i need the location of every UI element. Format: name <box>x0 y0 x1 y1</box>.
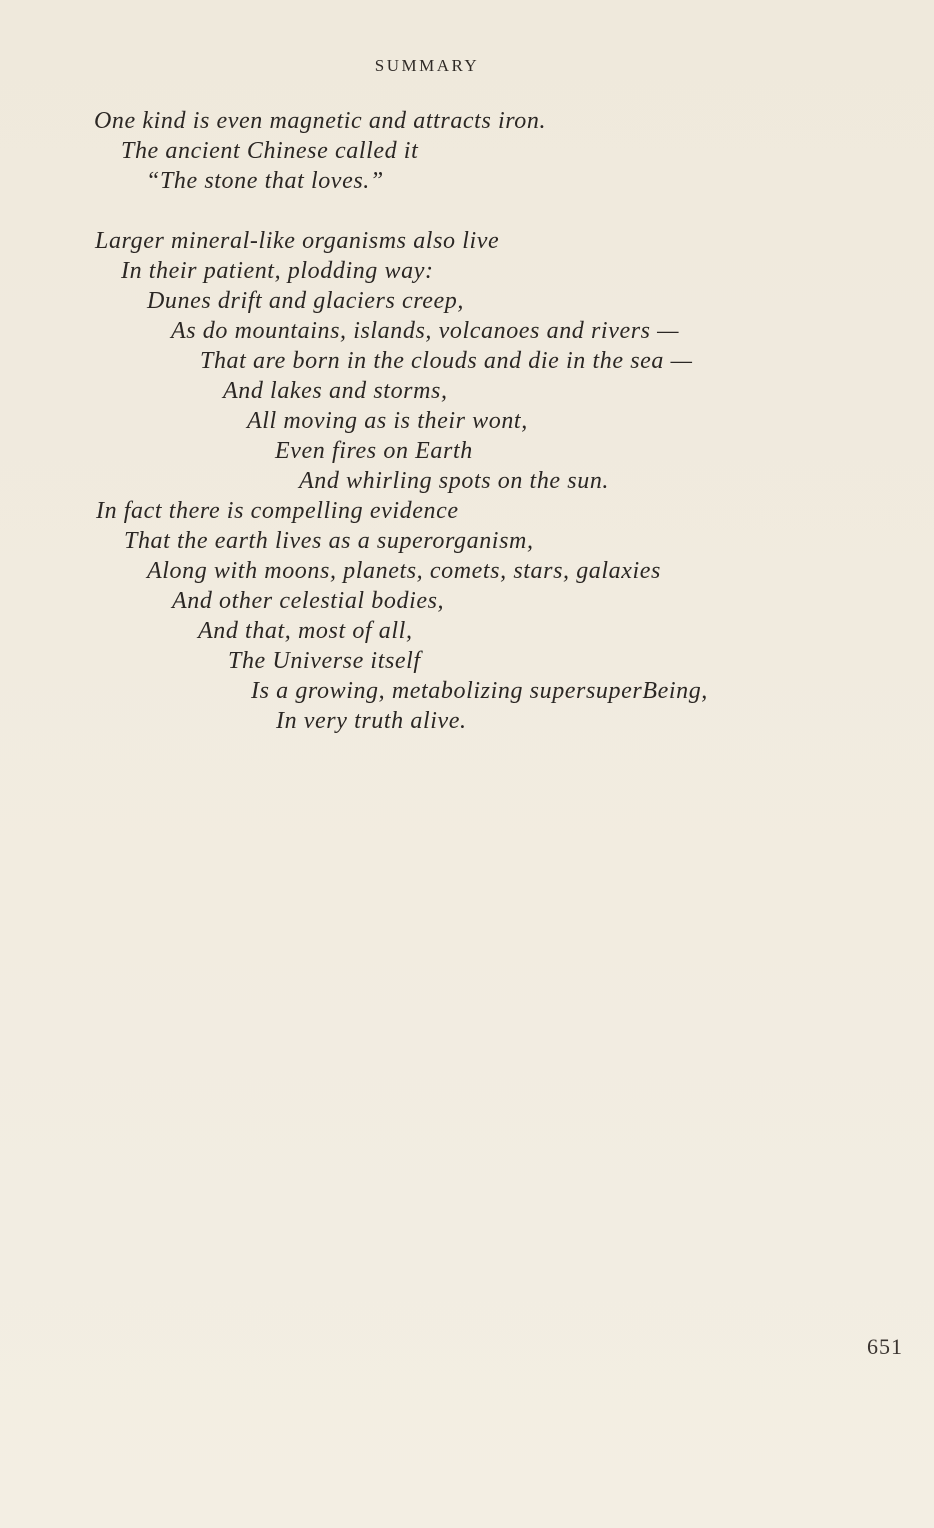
poem-line: Dunes drift and glaciers creep, <box>147 288 464 314</box>
poem-line: Even fires on Earth <box>275 438 473 464</box>
poem-line: Larger mineral-like organisms also live <box>95 228 500 254</box>
poem-line: And other celestial bodies, <box>172 588 445 614</box>
running-head: SUMMARY <box>374 56 480 75</box>
poem-line: And lakes and storms, <box>223 378 448 404</box>
poem-line: And whirling spots on the sun. <box>299 468 610 494</box>
poem-line: Is a growing, metabolizing supersuperBeing, <box>251 678 708 704</box>
poem-line: As do mountains, islands, volcanoes and rivers — <box>171 318 680 344</box>
poem-line: The Universe itself <box>228 648 421 674</box>
poem-line: “The stone that loves.” <box>146 168 384 194</box>
poem-line: In their patient, plodding way: <box>121 258 434 284</box>
poem-line: All moving as is their wont, <box>247 408 528 434</box>
poem-line: One kind is even magnetic and attracts iron. <box>94 108 547 134</box>
poem-line: And that, most of all, <box>198 618 413 644</box>
poem-line: In fact there is compelling evidence <box>96 498 459 524</box>
poem-line: Along with moons, planets, comets, stars, galaxies <box>147 558 661 584</box>
page-number: 651 <box>867 1334 903 1359</box>
poem-line: That the earth lives as a superorganism, <box>124 528 534 554</box>
poem-line: The ancient Chinese called it <box>121 138 419 164</box>
poem-line: That are born in the clouds and die in the sea — <box>200 348 693 374</box>
poem-line: In very truth alive. <box>276 708 467 734</box>
